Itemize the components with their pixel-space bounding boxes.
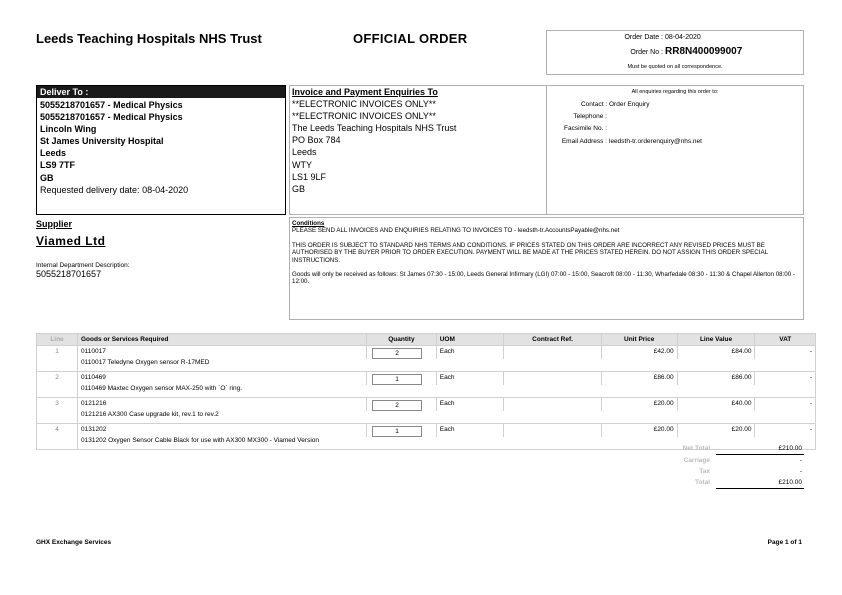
quantity-value: 2 bbox=[372, 400, 422, 411]
item-code: 0121216 bbox=[78, 398, 367, 412]
quantity-value: 2 bbox=[372, 348, 422, 359]
invoice-box bbox=[289, 85, 547, 215]
divider bbox=[716, 488, 804, 489]
document-title: OFFICIAL ORDER bbox=[353, 31, 468, 46]
page-number: Page 1 of 1 bbox=[767, 539, 802, 546]
contact-label: Contact : bbox=[580, 101, 607, 108]
item-description: 0110017 Teledyne Oxygen sensor R-17MED bbox=[78, 359, 816, 372]
invoice-line: LS1 9LF bbox=[292, 171, 327, 182]
deliver-line: Leeds bbox=[40, 148, 67, 159]
trust-name: Leeds Teaching Hospitals NHS Trust bbox=[36, 31, 262, 46]
col-header-contract: Contract Ref. bbox=[504, 334, 601, 346]
email-label: Email Address : bbox=[561, 138, 607, 145]
line-number: 1 bbox=[37, 346, 78, 360]
vat: - bbox=[755, 372, 816, 386]
conditions-paragraph: THIS ORDER IS SUBJECT TO STANDARD NHS TERMS AND CONDITIONS. IF PRICES STATED ON THIS ORDER ARE INCORRECT ANY REVISED PRICES MUST BE AUTHORISED BY THE BUYER PRIOR TO ORDER EXECUTION. PAYMENT WILL BE MADE AT THE PRICES STATED HEREIN. DO NOT ASSIGN THIS ORDER SPECIAL INSTRUCTIONS. bbox=[292, 241, 768, 264]
conditions-box bbox=[289, 217, 804, 320]
table-row bbox=[37, 346, 816, 360]
vat: - bbox=[755, 346, 816, 360]
invoice-heading: Invoice and Payment Enquiries To bbox=[292, 87, 438, 97]
item-description: 0131202 Oxygen Sensor Cable Black for use with AX300 MX300 - Viamed Version bbox=[78, 437, 816, 450]
deliver-line: GB bbox=[40, 172, 54, 183]
conditions-heading: Conditions bbox=[292, 220, 325, 227]
email-value[interactable]: leedsth-tr.orderenquiry@nhs.net bbox=[609, 138, 702, 145]
item-code: 0110469 bbox=[78, 372, 367, 386]
contract-ref bbox=[504, 398, 601, 412]
contract-ref bbox=[504, 424, 601, 438]
invoice-line: PO Box 784 bbox=[292, 135, 341, 146]
contract-ref bbox=[504, 346, 601, 360]
invoice-line: GB bbox=[292, 183, 306, 194]
col-header-line-value: Line Value bbox=[677, 334, 755, 346]
col-header-quantity: Quantity bbox=[367, 334, 437, 346]
col-header-vat: VAT bbox=[755, 334, 816, 346]
line-value: £86.00 bbox=[677, 372, 755, 386]
deliver-line: LS9 7TF bbox=[40, 160, 76, 171]
invoice-line: **ELECTRONIC INVOICES ONLY** bbox=[292, 99, 436, 110]
unit-price: £42.00 bbox=[601, 346, 677, 360]
invoice-line: **ELECTRONIC INVOICES ONLY** bbox=[292, 111, 436, 122]
uom: Each bbox=[436, 346, 504, 360]
quantity-value: 1 bbox=[372, 426, 422, 437]
enquiries-title: All enquiries regarding this order to: bbox=[631, 89, 719, 95]
uom: Each bbox=[436, 424, 504, 438]
order-info-box bbox=[546, 30, 804, 75]
requested-delivery bbox=[40, 184, 282, 196]
total-label: Total bbox=[694, 479, 710, 486]
conditions-paragraph: Goods will only be received as follows: St James 07:30 - 15:00, Leeds General Infirmary (LGI) 07:00 - 15:00, Seacroft 08:00 - 11:30, Wharfedale 08:30 - 11:30 & Chapel Allerton 08:00 - 12:00. bbox=[292, 271, 795, 286]
total-value: £210.00 bbox=[778, 479, 802, 486]
line-value: £40.00 bbox=[677, 398, 755, 412]
order-number: RR8N400099007 bbox=[665, 46, 743, 57]
tax-label: Tax bbox=[699, 468, 710, 475]
tax-value: - bbox=[799, 468, 802, 475]
item-description: 0110469 Maxtec Oxygen sensor MAX-250 with `O` ring. bbox=[78, 385, 816, 398]
table-row-desc bbox=[37, 359, 816, 372]
net-total-value: £210.00 bbox=[778, 445, 802, 452]
table-header-row bbox=[37, 334, 816, 346]
carriage-label: Carriage bbox=[683, 457, 710, 464]
contract-ref bbox=[504, 372, 601, 386]
line-number: 2 bbox=[37, 372, 78, 386]
uom: Each bbox=[436, 398, 504, 412]
internal-dept-label: Internal Department Description: bbox=[36, 262, 130, 269]
table-row-desc bbox=[37, 385, 816, 398]
col-header-uom: UOM bbox=[436, 334, 504, 346]
line-number: 3 bbox=[37, 398, 78, 412]
uom: Each bbox=[436, 372, 504, 386]
enquiries-box bbox=[546, 85, 804, 215]
item-code: 0110017 bbox=[78, 346, 367, 360]
invoice-line: The Leeds Teaching Hospitals NHS Trust bbox=[292, 123, 457, 134]
requested-delivery-label: Requested delivery date: bbox=[40, 184, 140, 195]
deliver-to-heading: Deliver To : bbox=[37, 86, 285, 98]
fax-label: Facsimile No. : bbox=[564, 125, 607, 132]
col-header-goods: Goods or Services Required bbox=[78, 334, 367, 346]
item-description: 0121216 AX300 Case upgrade kit, rev.1 to rev.2 bbox=[78, 411, 816, 424]
unit-price: £20.00 bbox=[601, 424, 677, 438]
item-code: 0131202 bbox=[78, 424, 367, 438]
line-value: £84.00 bbox=[677, 346, 755, 360]
deliver-to-box bbox=[36, 85, 286, 215]
line-value: £20.00 bbox=[677, 424, 755, 438]
quantity-value: 1 bbox=[372, 374, 422, 385]
order-date-label: Order Date : bbox=[624, 34, 663, 41]
footer-company: GHX Exchange Services bbox=[36, 539, 112, 546]
divider bbox=[716, 454, 804, 455]
line-number: 4 bbox=[37, 424, 78, 438]
col-header-line: Line bbox=[37, 334, 78, 346]
deliver-line: 5055218701657 - Medical Physics bbox=[40, 100, 183, 110]
unit-price: £20.00 bbox=[601, 398, 677, 412]
invoice-line: WTY bbox=[292, 159, 312, 170]
table-row bbox=[37, 424, 816, 438]
col-header-unit-price: Unit Price bbox=[601, 334, 677, 346]
supplier-heading: Supplier bbox=[36, 219, 73, 229]
table-row bbox=[37, 372, 816, 386]
unit-price: £86.00 bbox=[601, 372, 677, 386]
deliver-line: St James University Hospital bbox=[40, 136, 164, 147]
order-date: 08-04-2020 bbox=[665, 34, 701, 41]
requested-delivery-date: 08-04-2020 bbox=[142, 184, 189, 195]
carriage-value: - bbox=[799, 457, 802, 464]
net-total-label: Net Total bbox=[682, 445, 710, 452]
table-row-desc bbox=[37, 411, 816, 424]
vat: - bbox=[755, 398, 816, 412]
telephone-label: Telephone : bbox=[573, 113, 607, 120]
order-note: Must be quoted on all correspondence. bbox=[627, 64, 723, 70]
internal-dept-value: 5055218701657 bbox=[36, 269, 102, 279]
vat: - bbox=[755, 424, 816, 438]
deliver-line: Lincoln Wing bbox=[40, 124, 97, 135]
supplier-name: Viamed Ltd bbox=[36, 234, 106, 248]
conditions-paragraph: PLEASE SEND ALL INVOICES AND ENQUIRIES RELATING TO INVOICES TO - leedsth-tr.AccountsPayable@nhs.net bbox=[292, 227, 620, 235]
deliver-line: 5055218701657 - Medical Physics bbox=[40, 112, 183, 123]
contact-value: Order Enquiry bbox=[609, 101, 650, 108]
table-row bbox=[37, 398, 816, 412]
order-no-label: Order No : bbox=[630, 49, 663, 56]
order-lines-table bbox=[36, 333, 816, 450]
invoice-line: Leeds bbox=[292, 147, 317, 158]
